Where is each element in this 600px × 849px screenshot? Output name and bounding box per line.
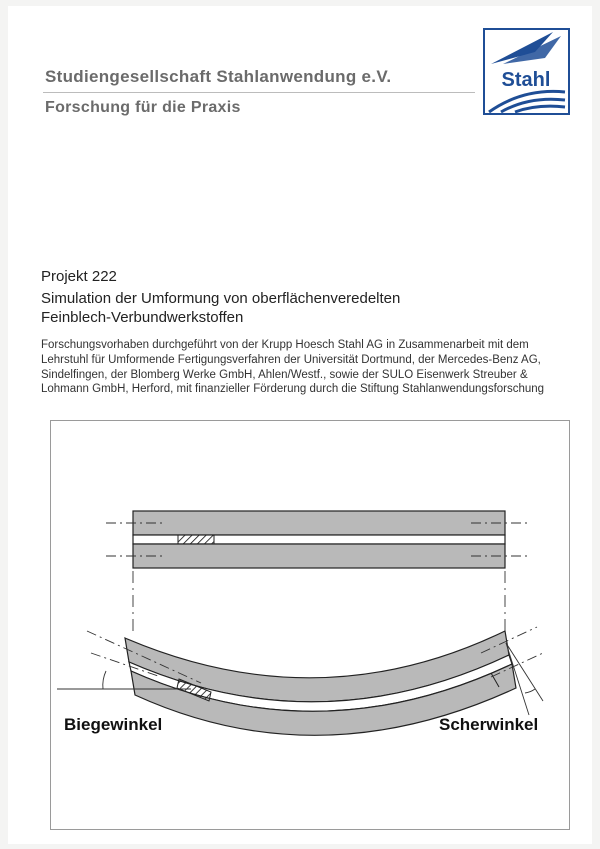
project-description: Forschungsvorhaben durchgeführt von der Krupp Hoesch Stahl AG in Zusammenarbeit mit dem Lehrstuhl für Umformende Fertigungsverfahren der Universität Dortmund, der Mercedes-Benz AG, Sindelfingen, der Blomberg Werke GmbH, Ahlen/Westf., sowie der SULO Eisenwerk Streuber & Lohmann GmbH, Herford, mit finanzieller Förderung durch die Stiftung Stahlanwendungsforschung bbox=[41, 339, 545, 396]
shear-angle-label: Scherwinkel bbox=[439, 715, 539, 734]
logo-text: Stahl bbox=[501, 69, 551, 91]
straight-sheet bbox=[106, 511, 531, 633]
bend-angle-label: Biegewinkel bbox=[64, 715, 163, 734]
bending-diagram bbox=[50, 420, 570, 830]
project-title-line2: Feinblech-Verbundwerkstoffen bbox=[41, 309, 244, 326]
project-title bbox=[41, 289, 561, 327]
stahl-logo bbox=[483, 28, 570, 115]
hatched-core-sample-straight bbox=[178, 535, 214, 544]
tagline: Forschung für die Praxis bbox=[45, 99, 241, 116]
stahl-logo-graphic bbox=[483, 28, 570, 115]
header-divider bbox=[43, 92, 475, 93]
organization-name: Studiengesellschaft Stahlanwendung e.V. bbox=[45, 67, 392, 86]
project-title-line1: Simulation der Umformung von oberflächenveredelten bbox=[41, 290, 401, 307]
bending-diagram-graphic bbox=[51, 421, 569, 829]
cover-page bbox=[8, 6, 592, 844]
project-number: Projekt 222 bbox=[41, 268, 117, 285]
